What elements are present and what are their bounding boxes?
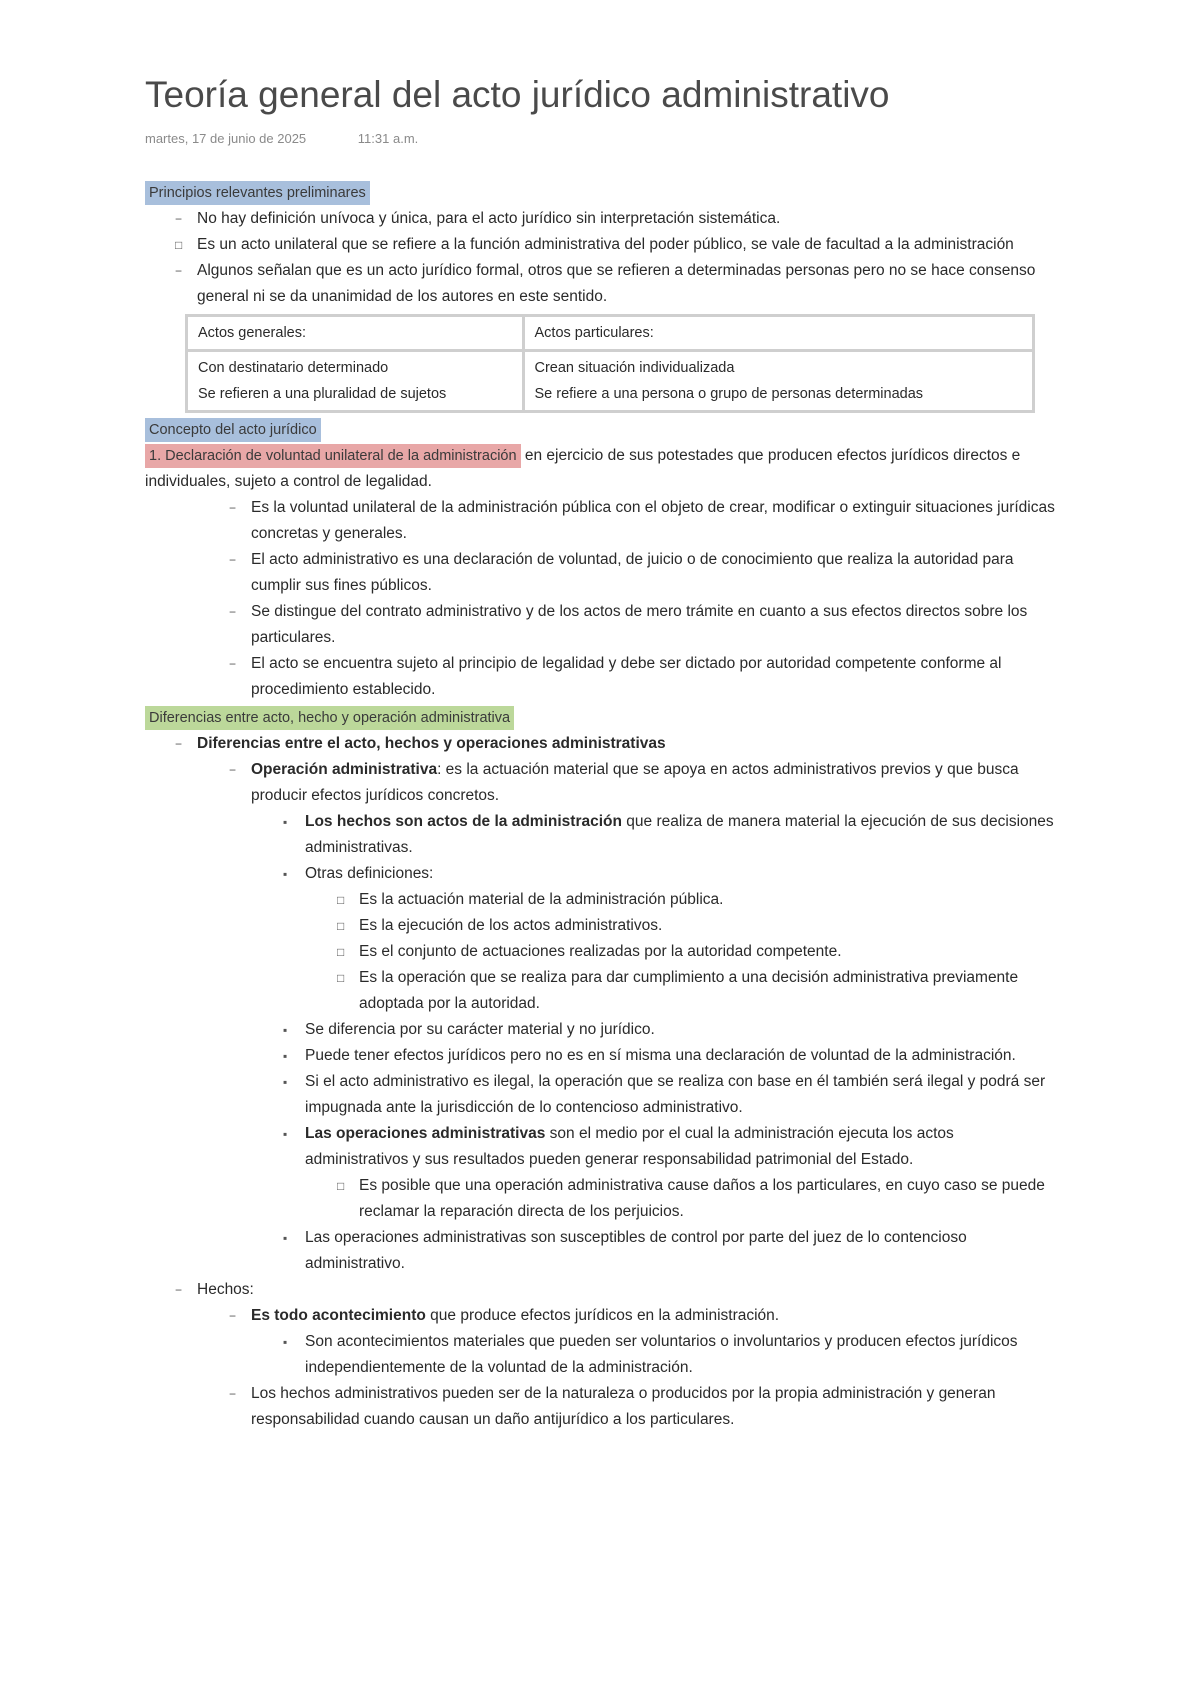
list-item: − Operación administrativa: es la actuación material que se apoya en actos administrativos previos y que busca producir efectos jurídicos concretos. (145, 757, 1055, 809)
meta-date: martes, 17 de junio de 2025 (145, 131, 307, 146)
bullet-icon: □ (337, 919, 345, 933)
bullet-icon: □ (337, 945, 345, 959)
page-meta (145, 131, 466, 146)
concepto-lead: 1. Declaración de voluntad unilateral de la administración en ejercicio de sus potestades que producen efectos jurídicos directos e individuales, sujeto a control de legalidad. (145, 443, 1055, 495)
highlight-red: 1. Declaración de voluntad unilateral de la administración (145, 444, 521, 468)
list-item: − No hay definición unívoca y única, para el acto jurídico sin interpretación sistemática. (145, 206, 1055, 232)
bullet-icon: ▪ (283, 1023, 288, 1037)
bullet-icon: − (175, 264, 183, 278)
bullet-icon: − (175, 1283, 183, 1297)
table-header: Actos generales: (187, 316, 524, 351)
list-item: □ Es posible que una operación administrativa cause daños a los particulares, en cuyo caso se puede reclamar la reparación directa de los perjuicios. (145, 1173, 1055, 1225)
list-item: ▪ Si el acto administrativo es ilegal, la operación que se realiza con base en él también será ilegal y podrá ser impugnada ante la jurisdicción de lo contencioso administrativo. (145, 1069, 1055, 1121)
section-header-diferencias: Diferencias entre acto, hecho y operación administrativa (145, 706, 514, 730)
list-item: − Los hechos administrativos pueden ser de la naturaleza o producidos por la propia administración y generan responsabilidad cuando causan un daño antijurídico a los particulares. (145, 1381, 1055, 1433)
bullet-icon: − (229, 1387, 237, 1401)
list-item: − Hechos: (145, 1277, 1055, 1303)
bullet-icon: □ (175, 238, 183, 252)
list-item: − Algunos señalan que es un acto jurídico formal, otros que se refieren a determinadas personas pero no se hace consenso general ni se da unanimidad de los autores en este sentido. (145, 258, 1055, 310)
diferencias-list (145, 731, 1055, 1433)
list-item: □ Es la operación que se realiza para dar cumplimiento a una decisión administrativa previamente adoptada por la autoridad. (145, 965, 1055, 1017)
bullet-icon: ▪ (283, 1075, 288, 1089)
concepto-list (145, 495, 1055, 703)
bullet-icon: □ (337, 893, 345, 907)
list-item: ▪ Los hechos son actos de la administración que realiza de manera material la ejecución de sus decisiones administrativas. (145, 809, 1055, 861)
list-item: − Diferencias entre el acto, hechos y operaciones administrativas (145, 731, 1055, 757)
list-item: □ Es la actuación material de la administración pública. (145, 887, 1055, 913)
list-item: □ Es un acto unilateral que se refiere a la función administrativa del poder público, se vale de facultad a la administración (145, 232, 1055, 258)
bullet-icon: − (229, 605, 237, 619)
page-content (145, 178, 1055, 1433)
list-item: − El acto se encuentra sujeto al principio de legalidad y debe ser dictado por autoridad competente conforme al procedimiento establecido. (145, 651, 1055, 703)
list-item: − El acto administrativo es una declaración de voluntad, de juicio o de conocimiento que realiza la autoridad para cumplir sus fines públicos. (145, 547, 1055, 599)
list-item: □ Es el conjunto de actuaciones realizadas por la autoridad competente. (145, 939, 1055, 965)
bullet-icon: − (229, 501, 237, 515)
table-header: Actos particulares: (523, 316, 1034, 351)
section-header-principios: Principios relevantes preliminares (145, 181, 370, 205)
bullet-icon: ▪ (283, 1127, 288, 1141)
list-item: − Se distingue del contrato administrativo y de los actos de mero trámite en cuanto a sus efectos directos sobre los particulares. (145, 599, 1055, 651)
bullet-icon: ▪ (283, 867, 288, 881)
principios-list (145, 206, 1055, 310)
bullet-icon: − (229, 763, 237, 777)
list-item: ▪ Otras definiciones: (145, 861, 1055, 887)
bullet-icon: ▪ (283, 1049, 288, 1063)
bullet-icon: − (229, 553, 237, 567)
list-item: ▪ Se diferencia por su carácter material y no jurídico. (145, 1017, 1055, 1043)
table-cell: Con destinatario determinado Se refieren a una pluralidad de sujetos (187, 351, 524, 412)
bullet-icon: − (229, 657, 237, 671)
list-item: ▪ Son acontecimientos materiales que pueden ser voluntarios o involuntarios y producen efectos jurídicos independientemente de la voluntad de la administración. (145, 1329, 1055, 1381)
list-item: □ Es la ejecución de los actos administrativos. (145, 913, 1055, 939)
table-cell: Crean situación individualizada Se refiere a una persona o grupo de personas determinadas (523, 351, 1034, 412)
bullet-icon: □ (337, 1179, 345, 1193)
bullet-icon: ▪ (283, 815, 288, 829)
list-item: ▪ Las operaciones administrativas son susceptibles de control por parte del juez de lo contencioso administrativo. (145, 1225, 1055, 1277)
bullet-icon: − (175, 212, 183, 226)
bullet-icon: − (175, 737, 183, 751)
list-item: − Es todo acontecimiento que produce efectos jurídicos en la administración. (145, 1303, 1055, 1329)
list-item: − Es la voluntad unilateral de la administración pública con el objeto de crear, modificar o extinguir situaciones jurídicas concretas y generales. (145, 495, 1055, 547)
actos-table (185, 314, 1035, 413)
list-item: ▪ Puede tener efectos jurídicos pero no es en sí misma una declaración de voluntad de la administración. (145, 1043, 1055, 1069)
meta-time: 11:31 a.m. (357, 131, 419, 146)
bullet-icon: ▪ (283, 1335, 288, 1349)
bullet-icon: □ (337, 971, 345, 985)
section-header-concepto: Concepto del acto jurídico (145, 418, 321, 442)
bullet-icon: − (229, 1309, 237, 1323)
bullet-icon: ▪ (283, 1231, 288, 1245)
page-title: Teoría general del acto jurídico administrativo (145, 74, 890, 115)
list-item: ▪ Las operaciones administrativas son el medio por el cual la administración ejecuta los actos administrativos y sus resultados pueden generar responsabilidad patrimonial del Estado. (145, 1121, 1055, 1173)
